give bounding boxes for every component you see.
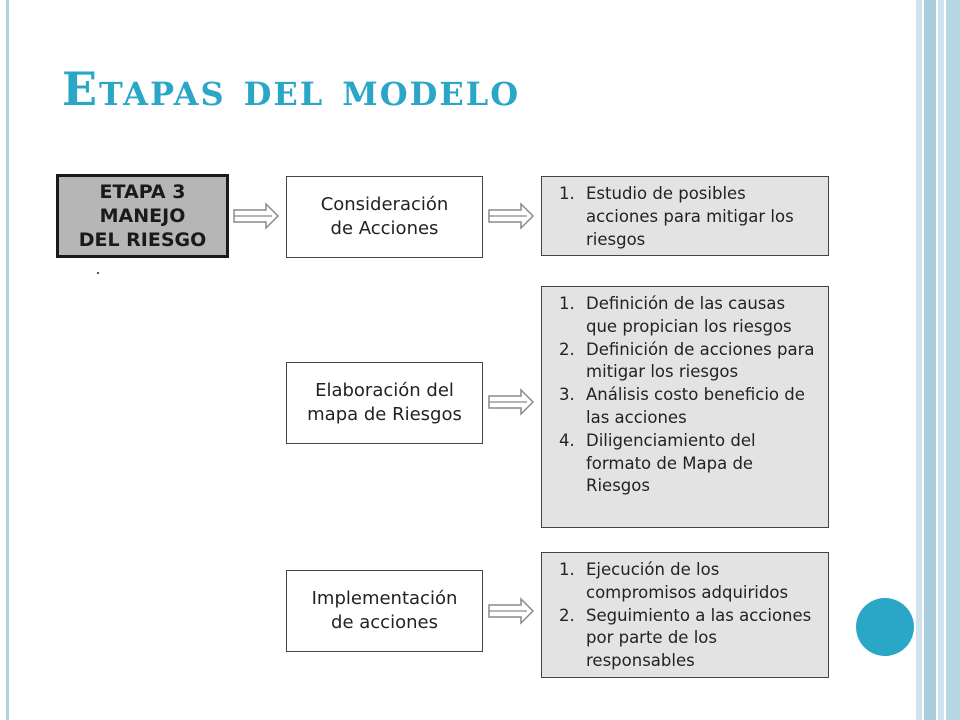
detail-item: 2. Definición de acciones para mitigar los riesgos xyxy=(580,339,820,385)
double-arrow-icon xyxy=(487,596,535,626)
detail-item: 3. Análisis costo beneficio de las acciones xyxy=(580,384,820,430)
step-label-line: Implementación xyxy=(311,588,458,609)
step-label-line: Consideración xyxy=(320,194,449,215)
detail-item: 1. Estudio de posibles acciones para mitigar los riesgos xyxy=(580,183,820,251)
double-arrow-icon xyxy=(487,201,535,231)
step-box-implementacion xyxy=(286,570,483,652)
stage-box xyxy=(56,174,229,258)
double-arrow-icon xyxy=(487,387,535,417)
detail-item: 4. Diligenciamiento del formato de Mapa de Riesgos xyxy=(580,430,820,498)
bullet-dot xyxy=(97,272,99,274)
stage-line: DEL RIESGO xyxy=(78,229,207,251)
step-label-line: de Acciones xyxy=(330,218,439,239)
double-arrow-icon xyxy=(232,201,280,231)
detail-box-implementacion xyxy=(541,552,829,678)
detail-item: 1. Definición de las causas que propician los riesgos xyxy=(580,293,820,339)
detail-item: 1. Ejecución de los compromisos adquiridos xyxy=(580,559,820,605)
slide-border-right xyxy=(916,0,960,720)
detail-item: 2. Seguimiento a las acciones por parte de los responsables xyxy=(580,605,820,673)
slide-title: Etapas del modelo xyxy=(62,62,521,116)
slide-border-left xyxy=(6,0,9,720)
detail-box-elaboracion xyxy=(541,286,829,528)
step-label-line: de acciones xyxy=(331,612,438,633)
step-box-consideracion xyxy=(286,176,483,258)
step-label-line: mapa de Riesgos xyxy=(307,404,462,425)
step-box-elaboracion xyxy=(286,362,483,444)
stage-line: ETAPA 3 xyxy=(99,181,186,203)
step-label-line: Elaboración del xyxy=(315,380,454,401)
stage-line: MANEJO xyxy=(99,205,186,227)
decorative-circle xyxy=(856,598,914,656)
detail-box-consideracion xyxy=(541,176,829,256)
